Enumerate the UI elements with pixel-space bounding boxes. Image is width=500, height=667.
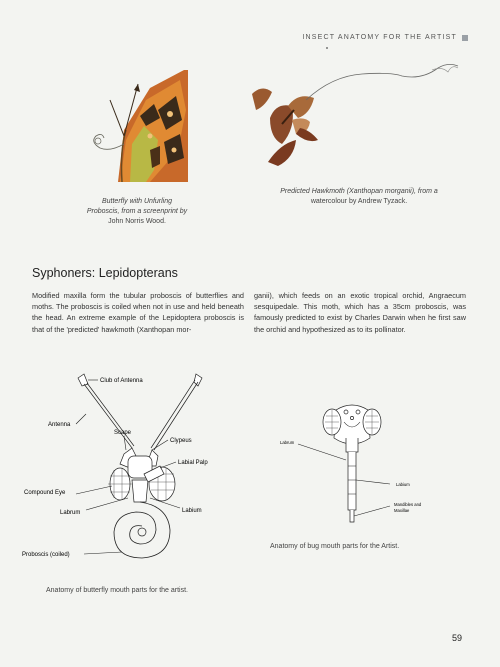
- label-antenna: Antenna: [48, 422, 71, 428]
- section-title: Syphoners: Lepidopterans: [32, 266, 178, 280]
- hawkmoth-watercolour-image: [252, 58, 464, 170]
- bug-labium-shaft: [348, 452, 356, 510]
- page-number: 59: [451, 633, 462, 643]
- caption-line: Butterfly with Unfurling: [101, 198, 173, 205]
- label-compound-eye: Compound Eye: [24, 490, 66, 496]
- running-head-square-icon: [462, 35, 468, 41]
- caption-line: Proboscis, from a screenprint by: [86, 208, 188, 215]
- body-column-right: ganii), which feeds on an exotic tropical orchid, Angraecum sesquipedale. This moth, which has a 35cm proboscis, was famously predicted to exist by Charles Darwin when he first saw the orchid and hypothesized as to its pollinator.: [254, 291, 466, 334]
- butterfly-print-caption: [80, 197, 194, 227]
- label-club-of-antenna: Club of Antenna: [100, 378, 143, 384]
- printer-dot: [326, 47, 328, 49]
- bug-label-labrum: Labrum: [280, 440, 295, 445]
- butterfly-mouthparts-diagram: [20, 370, 240, 570]
- running-head: [302, 34, 468, 41]
- bug-labrum-base: [346, 438, 358, 452]
- proboscis-core: [138, 528, 146, 536]
- caption-line: John Norris Wood.: [108, 218, 166, 225]
- bug-mouthparts-diagram: [270, 400, 450, 530]
- bug-label-maxillae: Maxillae: [394, 508, 410, 513]
- running-head-text: INSECT ANATOMY FOR THE ARTIST: [302, 34, 457, 41]
- hawkmoth-caption: [258, 187, 460, 207]
- bug-diagram-caption: Anatomy of bug mouth parts for the Artist.: [270, 543, 400, 550]
- hawkmoth-proboscis: [306, 64, 458, 100]
- label-labrum: Labrum: [60, 510, 81, 516]
- proboscis-coil: [114, 502, 170, 558]
- butterfly-wing: [118, 70, 188, 182]
- hawkmoth-body: [252, 88, 318, 166]
- bug-stylet: [350, 510, 354, 522]
- body-column-left: Modified maxilla form the tubular proboscis of butterflies and moths. The proboscis is coiled when not in use and held beneath the head. An extreme example of the Lepidoptera proboscis is that of the 'predicted' hawkmoth (Xanthopan mor-: [32, 291, 244, 334]
- label-clypeus: Clypeus: [170, 438, 192, 444]
- labrum-shape: [132, 480, 148, 502]
- butterfly-screenprint-image: [80, 70, 188, 182]
- label-labium: Labium: [182, 508, 202, 514]
- label-labial-palp: Labial Palp: [178, 460, 208, 466]
- caption-line: watercolour by Andrew Tyzack.: [310, 198, 408, 205]
- antenna-club-right: [194, 374, 202, 386]
- antenna-left: [84, 383, 134, 448]
- unfurling-proboscis: [94, 134, 124, 149]
- butterfly-diagram-caption: Anatomy of butterfly mouth parts for the artist.: [46, 587, 189, 594]
- antenna-club-left: [78, 374, 88, 386]
- label-scape: Scape: [114, 430, 132, 436]
- caption-line: Predicted Hawkmoth (Xanthopan morganii), from a: [280, 188, 438, 195]
- bug-label-labium: Labium: [396, 482, 410, 487]
- bug-label-mandibles: Mandibles and: [394, 502, 422, 507]
- label-proboscis-coiled: Proboscis (coiled): [22, 552, 70, 558]
